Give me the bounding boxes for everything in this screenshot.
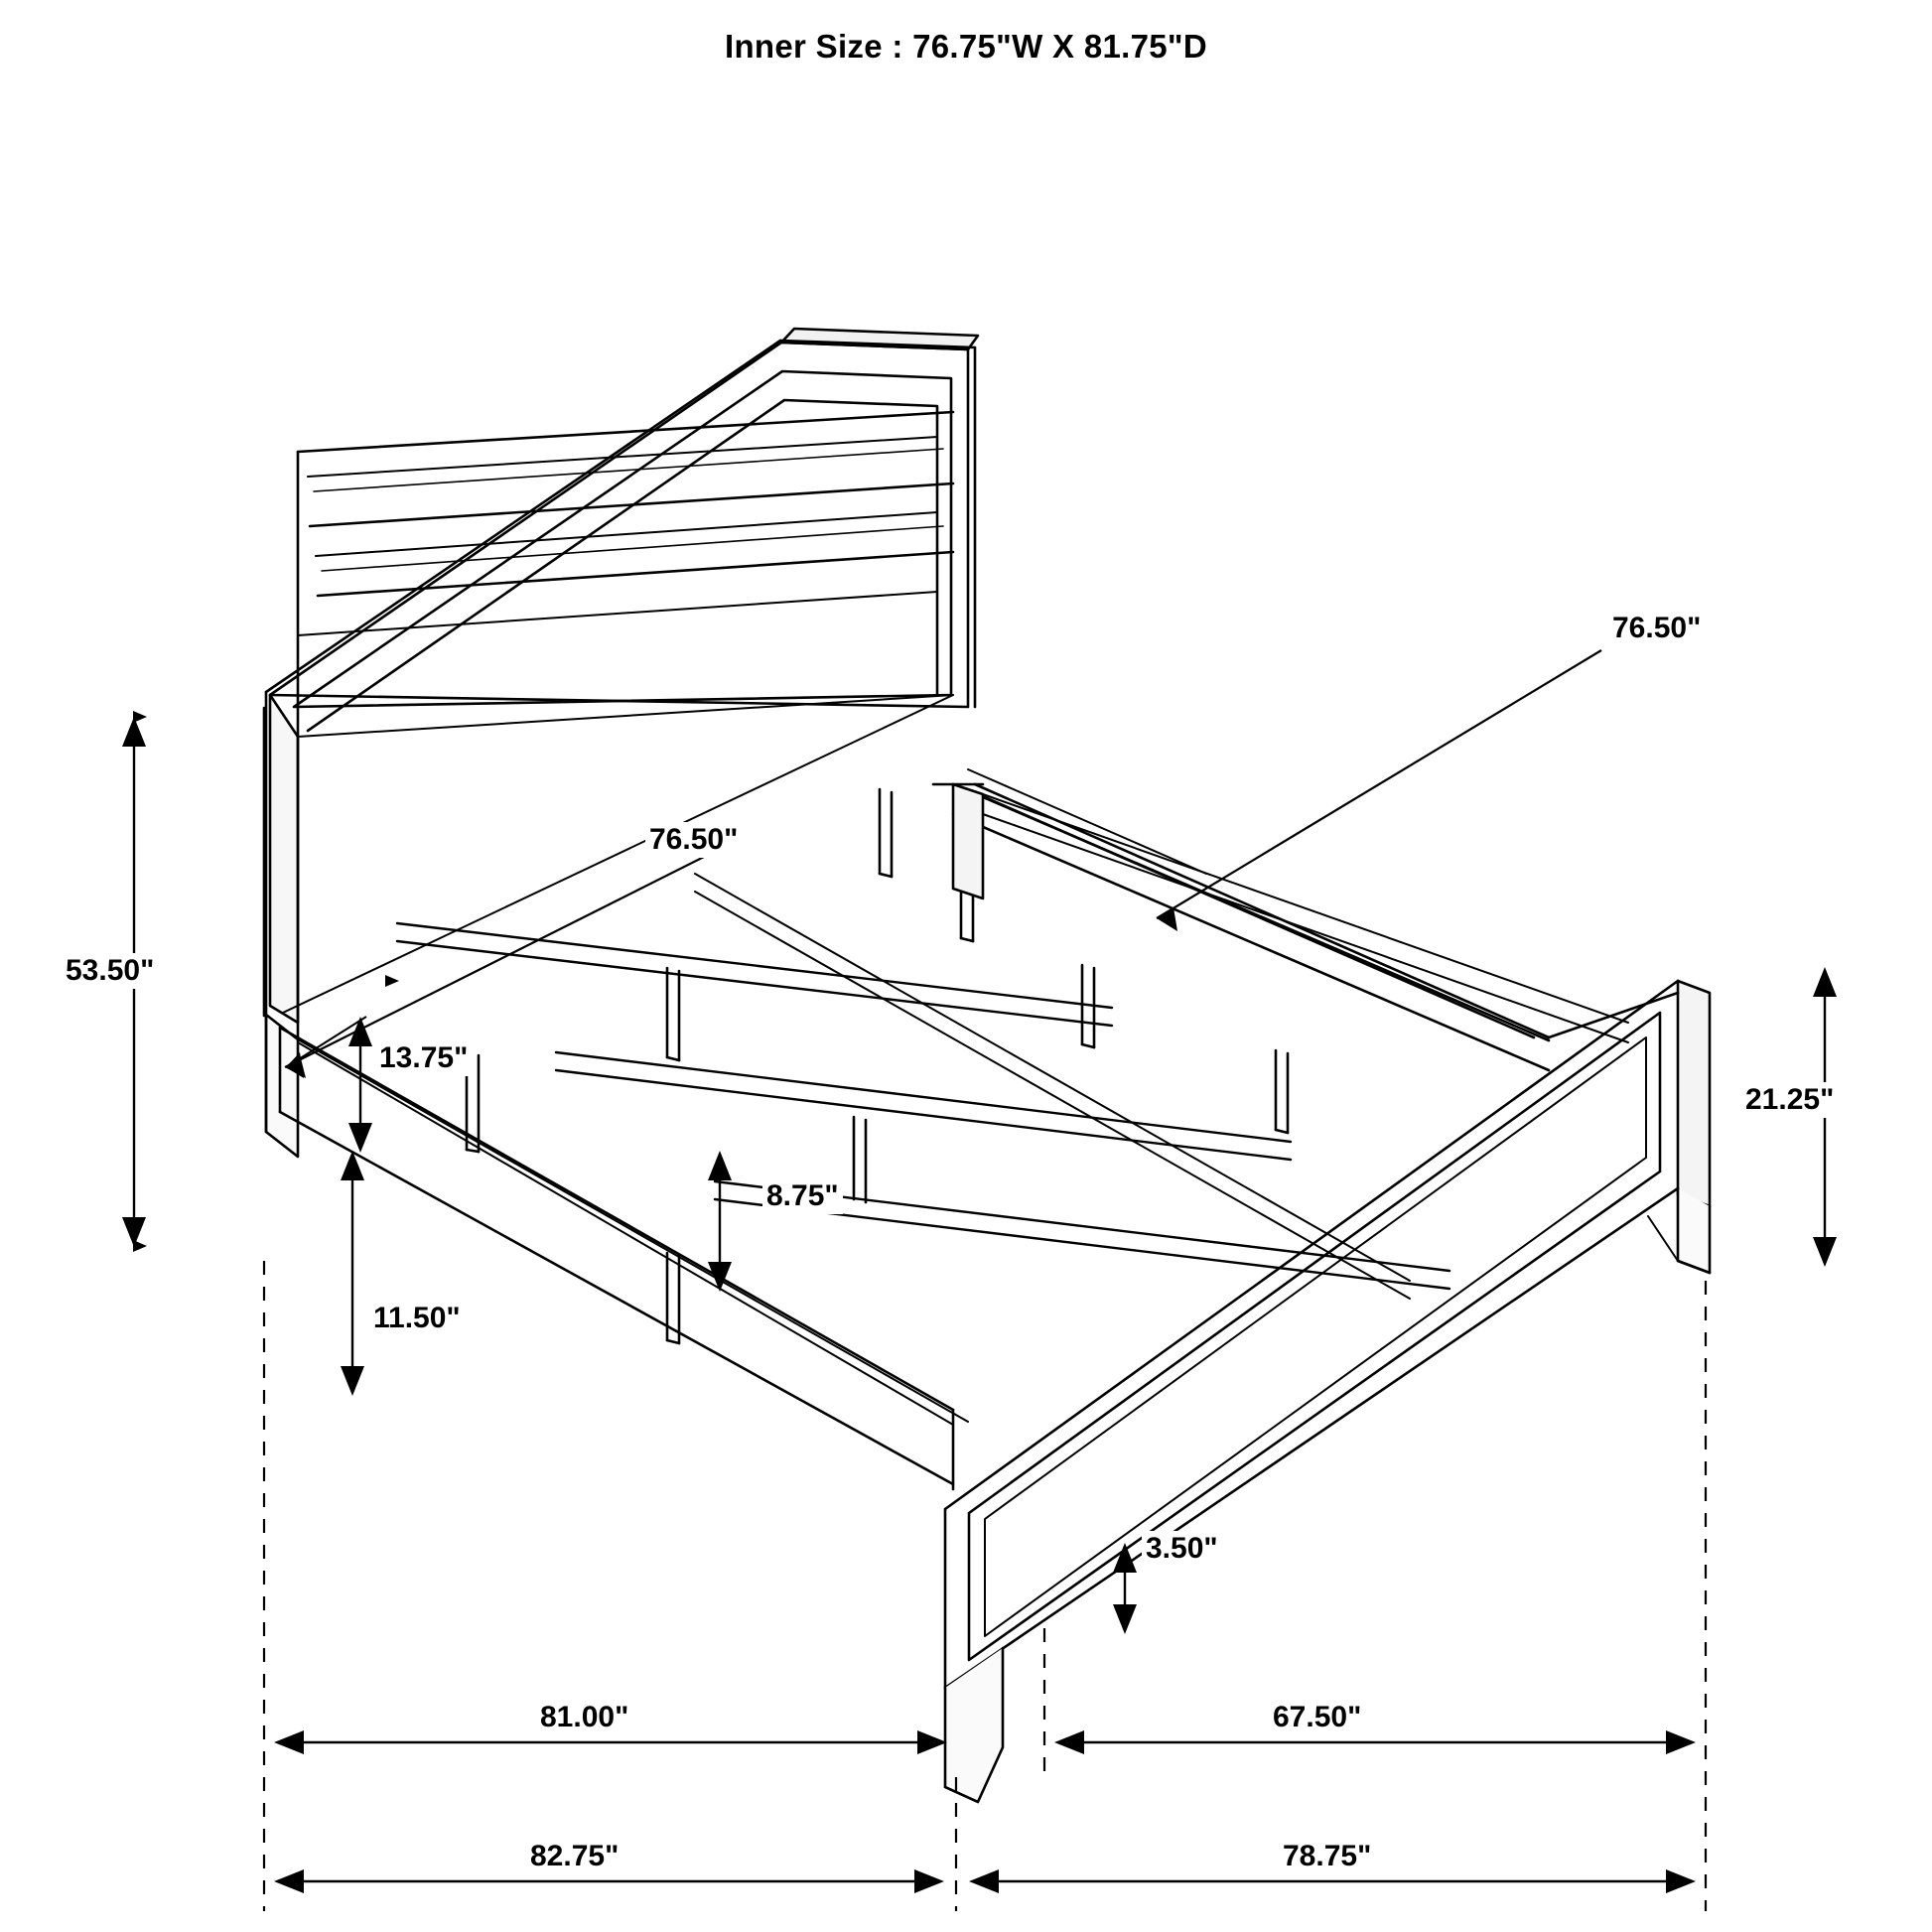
dimension-label-headboard-lower-panel: 13.75" bbox=[375, 1040, 472, 1076]
dimension-label-footboard-clearance: 3.50" bbox=[1142, 1531, 1222, 1567]
dimension-label-overall-width: 78.75" bbox=[1279, 1839, 1375, 1874]
dimension-label-side-rail-height: 11.50" bbox=[369, 1301, 465, 1336]
dimension-label-headboard-inner-width: 76.50" bbox=[645, 822, 742, 858]
dimension-label-headboard-height: 53.50" bbox=[62, 953, 158, 989]
page-title: Inner Size : 76.75"W X 81.75"D bbox=[725, 28, 1207, 65]
dimension-label-footboard-height: 21.25" bbox=[1741, 1082, 1838, 1118]
dimension-label-inner-width: 67.50" bbox=[1269, 1700, 1365, 1735]
dimension-label-slat-clearance: 8.75" bbox=[762, 1178, 843, 1214]
dimension-label-overall-length: 82.75" bbox=[526, 1839, 622, 1874]
dimension-label-footboard-inner-width: 76.50" bbox=[1608, 611, 1705, 646]
dimension-label-inner-length: 81.00" bbox=[536, 1700, 632, 1735]
